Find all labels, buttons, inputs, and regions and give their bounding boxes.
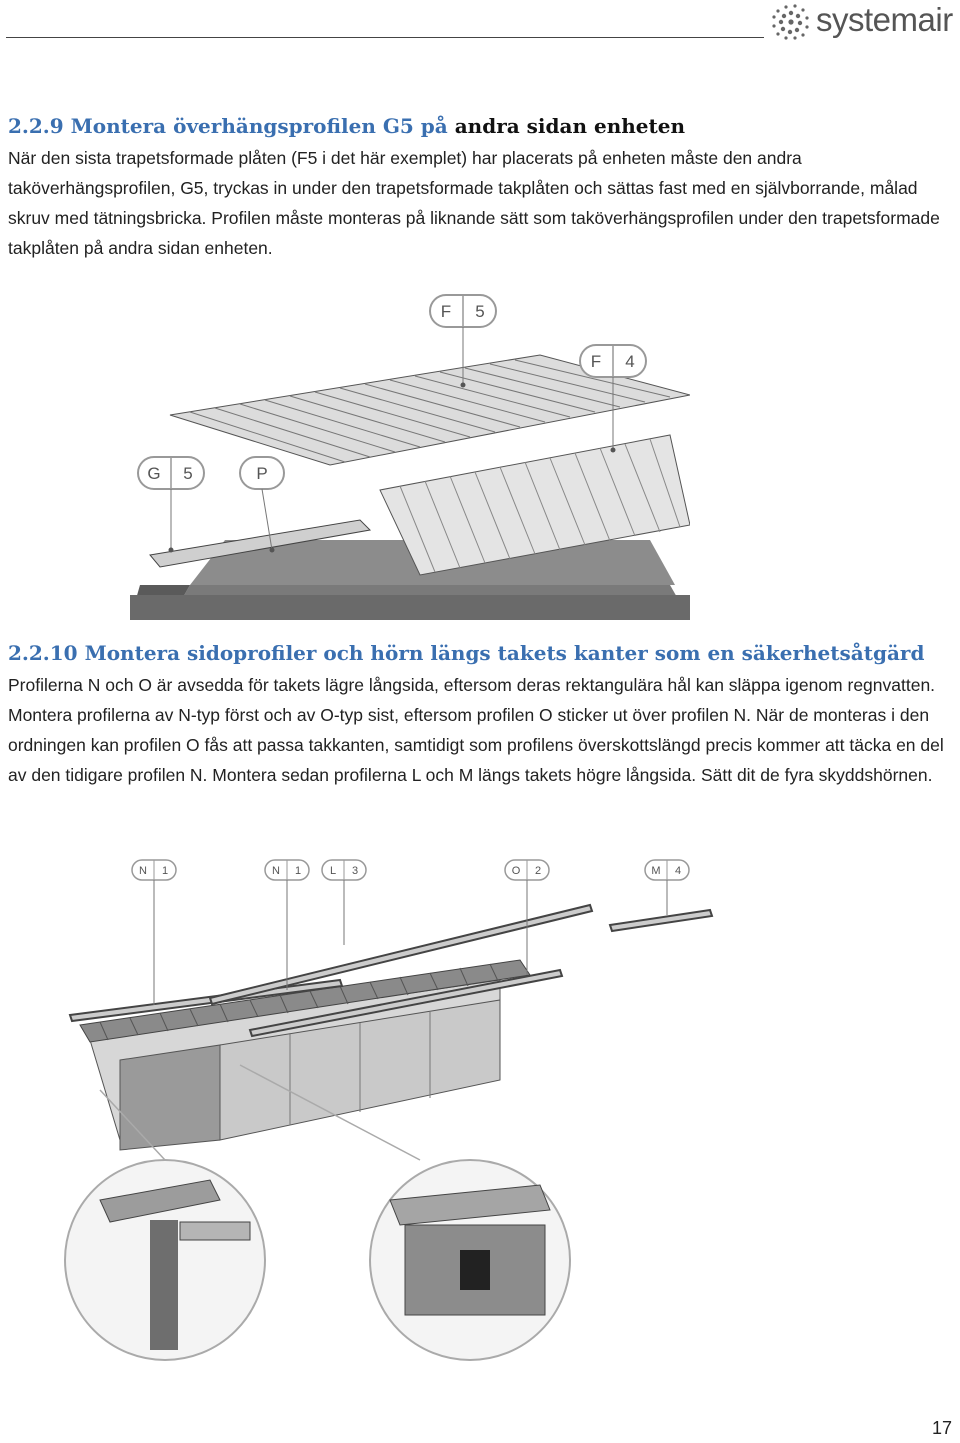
callout-letter: P bbox=[256, 464, 268, 483]
section-heading-2-2-10 bbox=[8, 641, 924, 665]
section-number: 2.2.9 bbox=[8, 114, 64, 138]
callout-n1-right bbox=[265, 860, 309, 990]
header-rule bbox=[6, 37, 764, 38]
callout-number: 5 bbox=[475, 302, 485, 321]
brand-logo-text: systemair bbox=[816, 1, 953, 38]
callout-number: 1 bbox=[294, 865, 302, 877]
callout-m4 bbox=[645, 860, 689, 915]
callout-letter: M bbox=[651, 865, 661, 877]
section-title-black: andra sidan enheten bbox=[454, 114, 686, 138]
callout-letter: G bbox=[147, 464, 161, 483]
callout-n1-left bbox=[132, 860, 176, 1005]
callout-g5 bbox=[138, 457, 204, 553]
section-body-2-2-10: Profilerna N och O är avsedda för takets lägre långsida, eftersom deras rektangulära hål kan släppa igenom regnvatten. Montera profilerna av N-typ först och av O-typ sist, eftersom profilen O sticker ut över profilen N. När de monteras i den ordningen kan profilen O fås att passa takkanten, samtidigt som profilens överskottslängd precis kommer att täcka en del av den tidigare profilen N. Montera sedan profilerna L och M längs takets högre långsida. Sätt dit de fyra skyddshörnen. bbox=[8, 675, 944, 785]
section-title-blue: Montera överhängsprofilen G5 på bbox=[70, 114, 448, 138]
page-number: 17 bbox=[931, 1418, 952, 1438]
side-profiles-assembly-figure bbox=[60, 850, 720, 1395]
callout-letter: F bbox=[440, 302, 452, 321]
callout-letter: L bbox=[329, 865, 337, 877]
dotted-sphere-icon bbox=[770, 2, 812, 42]
callout-letter: O bbox=[511, 865, 521, 877]
callout-number: 4 bbox=[674, 865, 682, 877]
callout-number: 2 bbox=[534, 865, 542, 877]
callout-number: 4 bbox=[625, 352, 635, 371]
callout-number: 5 bbox=[183, 464, 193, 483]
section-heading-2-2-9 bbox=[8, 114, 685, 138]
callout-l3 bbox=[322, 860, 366, 945]
roof-sheet-assembly-figure bbox=[130, 285, 690, 620]
callout-letter: F bbox=[590, 352, 602, 371]
section-body-2-2-9: När den sista trapetsformade plåten (F5 i det här exemplet) har placerats på enheten måste den andra taköverhängsprofilen, G5, tryckas in under den trapetsformade takplåten och sättas fast med en självborrande, målad skruv med tätningsbricka. Profilen måste monteras på liknande sätt som taköverhängsprofilen under den trapetsformade takplåten på andra sidan enheten. bbox=[8, 148, 940, 258]
callout-letter: N bbox=[139, 865, 147, 877]
section-title: Montera sidoprofiler och hörn längs takets kanter som en säkerhetsåtgärd bbox=[84, 641, 925, 665]
section-number: 2.2.10 bbox=[8, 641, 78, 665]
callout-number: 3 bbox=[351, 865, 359, 877]
callout-number: 1 bbox=[161, 865, 169, 877]
callout-letter: N bbox=[272, 865, 280, 877]
